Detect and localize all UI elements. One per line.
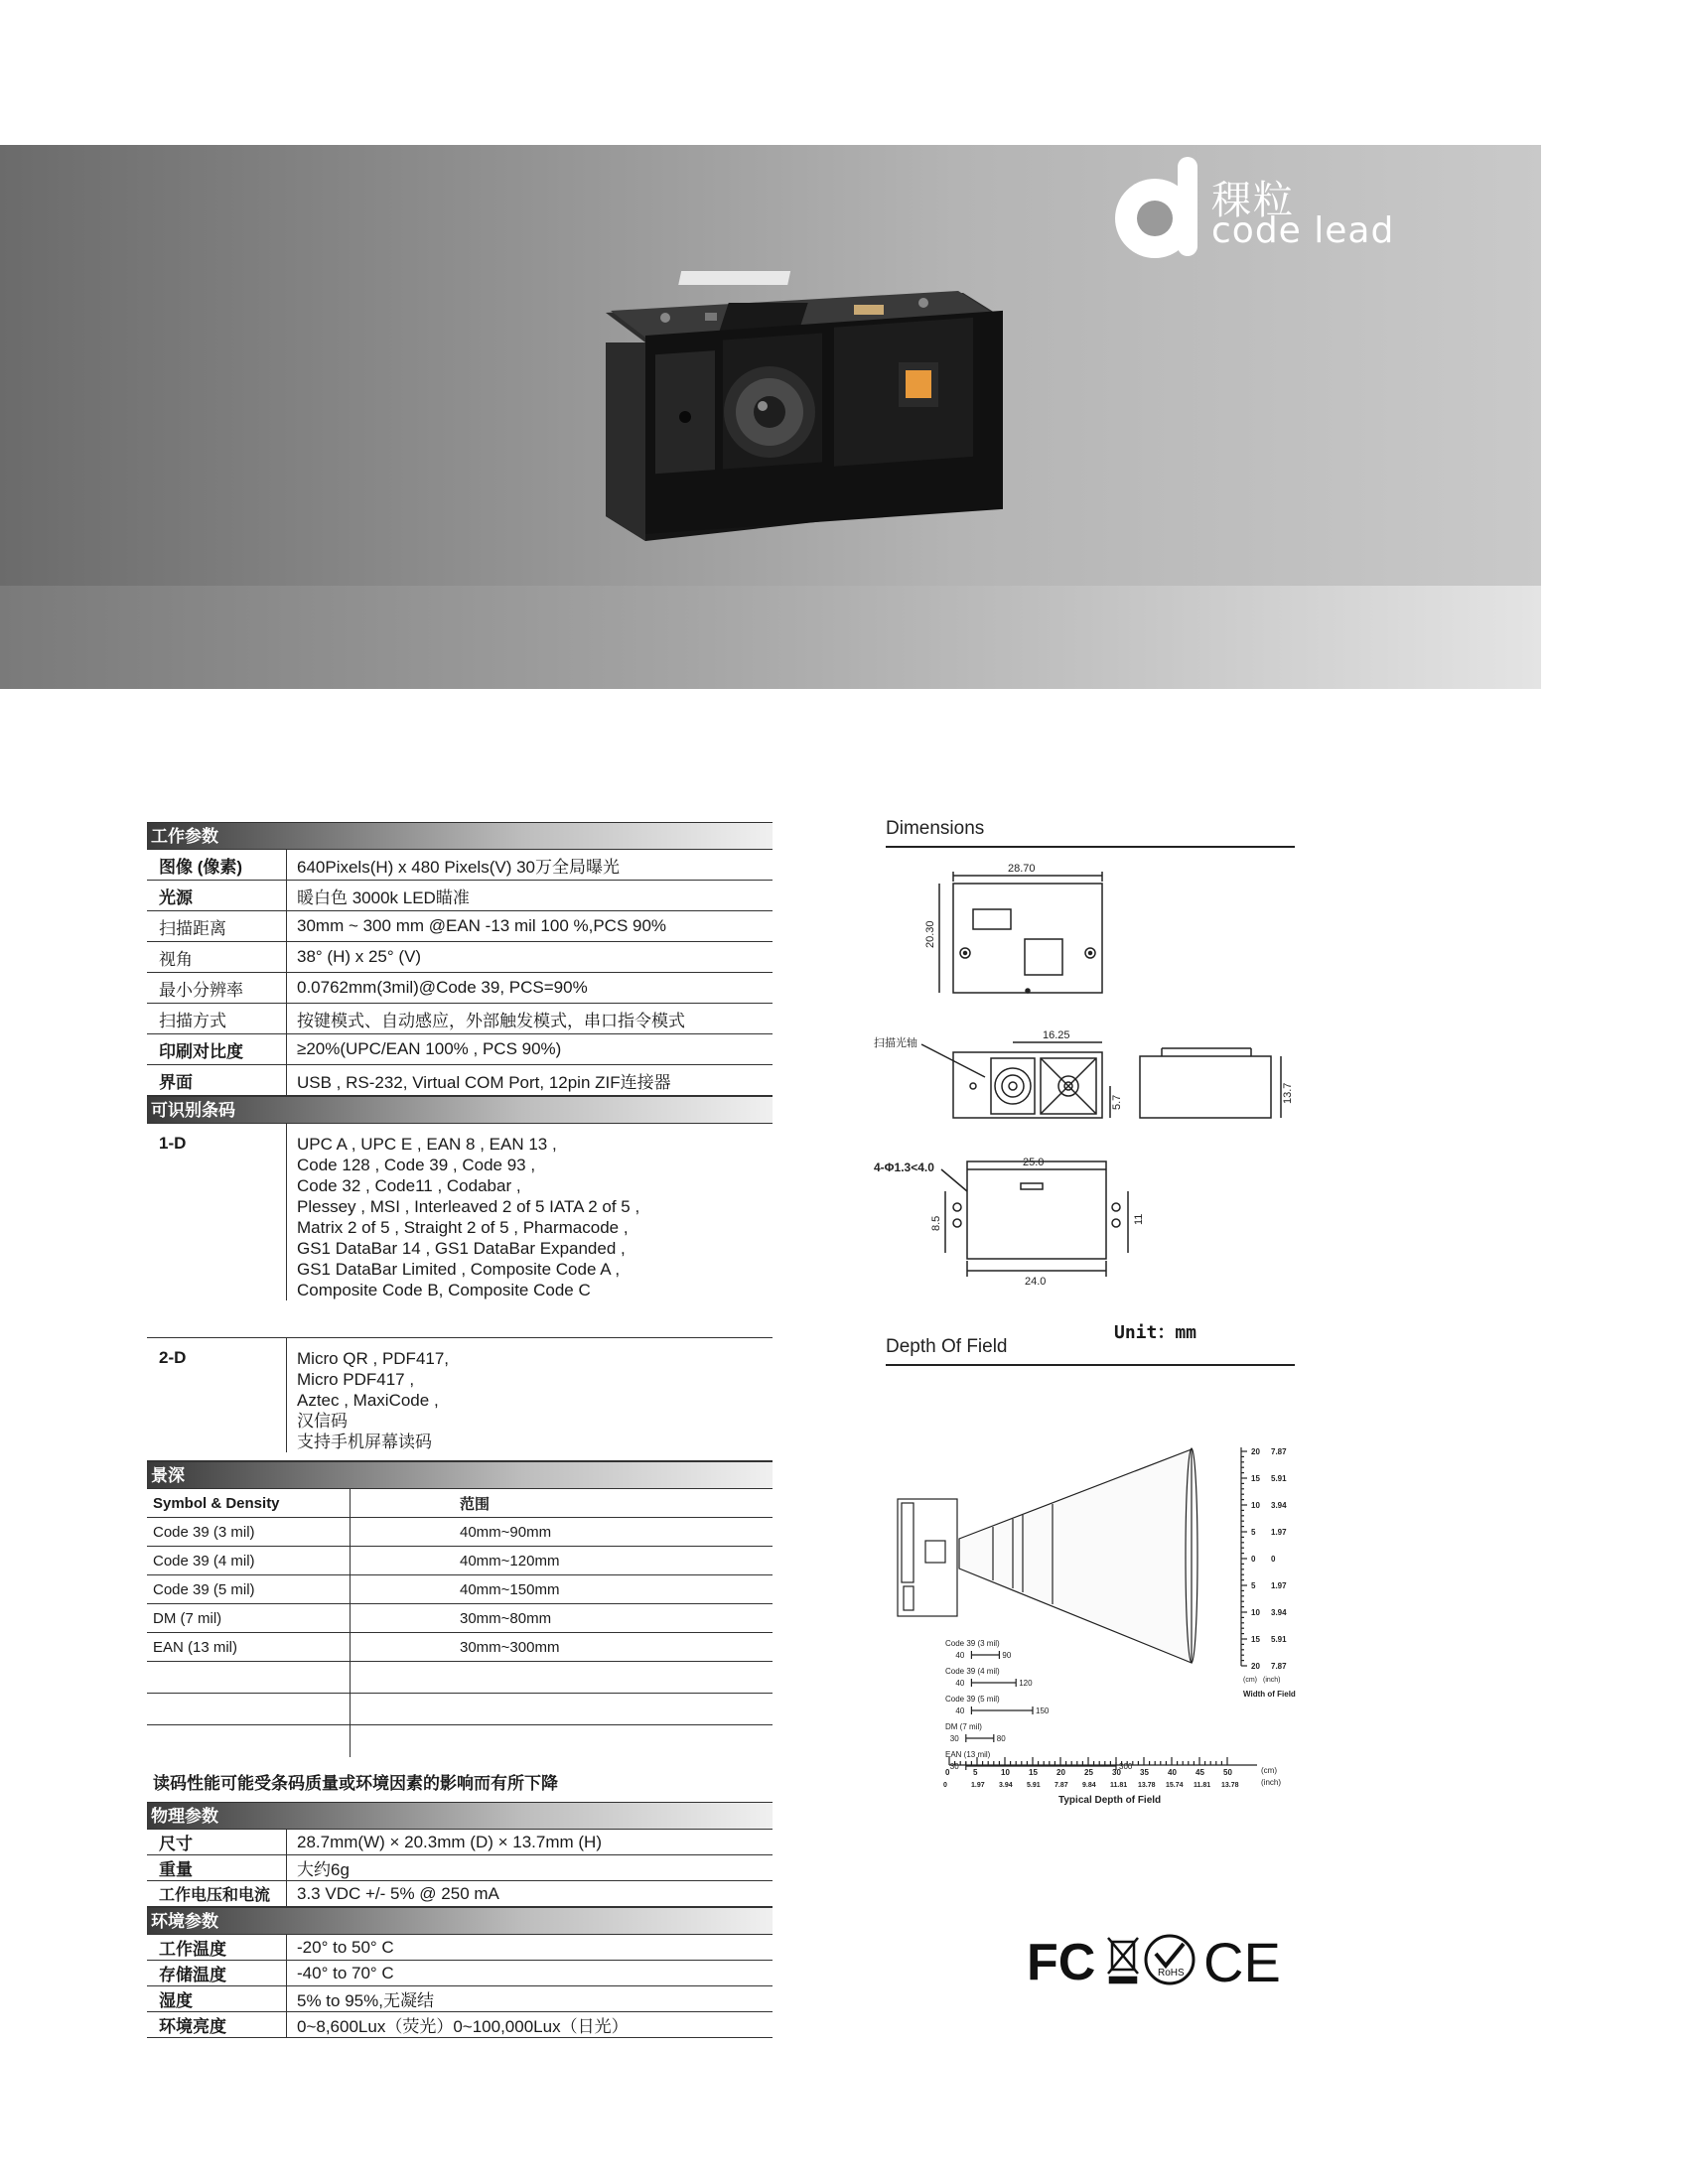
spec-value: 28.7mm(W) × 20.3mm (D) × 13.7mm (H) [286, 1830, 773, 1854]
dof-bottom-tick-in: 11.81 [1110, 1782, 1128, 1789]
depth-row-empty [147, 1694, 773, 1725]
dof-right-tick-cm: 5 [1251, 1528, 1256, 1537]
dim-label-d6: 11 [1133, 1213, 1145, 1225]
spec-value: 0~8,600Lux（荧光）0~100,000Lux（日光） [286, 2012, 773, 2037]
symbology-line: UPC A , UPC E , EAN 8 , EAN 13 , [297, 1135, 557, 1154]
symbology-line: GS1 DataBar Limited , Composite Code A , [297, 1260, 621, 1279]
dim-label-holes: 4-Φ1.3<4.0 [874, 1160, 934, 1174]
depth-range: 30mm~300mm [460, 1638, 560, 1656]
symbology-line: 汉信码 [297, 1412, 348, 1431]
dof-bottom-tick-in: 1.97 [971, 1782, 985, 1789]
depth-row [147, 1547, 773, 1575]
spec-row [147, 2012, 773, 2038]
symbology-line: Micro PDF417 , [297, 1370, 415, 1389]
dim-label-h: 20.30 [924, 920, 936, 948]
dof-right-tick-cm: 15 [1251, 1474, 1260, 1483]
spec-label: 扫描距离 [159, 918, 226, 938]
depth-row [147, 1604, 773, 1633]
dof-bottom-tick-in: 15.74 [1166, 1782, 1184, 1789]
dim-label-d7: 24.0 [1025, 1276, 1047, 1288]
dof-bottom-tick-cm: 20 [1056, 1768, 1065, 1777]
spec-label: 界面 [159, 1072, 193, 1092]
dof-right-unit-in: (inch) [1263, 1677, 1281, 1684]
dimensions-title: Dimensions [886, 818, 985, 839]
dof-bottom-tick-cm: 35 [1140, 1768, 1149, 1777]
certification-logos [1027, 1926, 1295, 1995]
spec-value: 大约6g [286, 1855, 773, 1880]
dof-right-tick-in: 5.91 [1271, 1474, 1287, 1483]
product-photo [546, 253, 1023, 551]
symbology-1d-label: 1-D [159, 1134, 187, 1153]
dof-bar-from: 30 [949, 1734, 959, 1743]
dof-bar-to: 90 [1002, 1651, 1012, 1660]
dim-label-axis: 扫描光轴 [874, 1037, 917, 1049]
dof-right-tick-in: 3.94 [1271, 1608, 1287, 1617]
dof-bar-to: 80 [996, 1734, 1006, 1743]
depth-row [147, 1575, 773, 1604]
dof-bottom-tick-cm: 0 [945, 1768, 950, 1777]
dof-right-unit-cm: (cm) [1243, 1677, 1257, 1684]
dof-rule [886, 1364, 1295, 1366]
dof-right-tick-cm: 10 [1251, 1608, 1260, 1617]
dof-bottom-tick-cm: 25 [1084, 1768, 1093, 1777]
dof-bar-to: 120 [1019, 1679, 1033, 1688]
spec-label: 光源 [159, 887, 193, 907]
section-depth: 景深 [147, 1461, 773, 1489]
dof-bottom-unit-cm: (cm) [1261, 1766, 1277, 1775]
dim-label-d1: 16.25 [1043, 1029, 1070, 1041]
depth-symbol: EAN (13 mil) [147, 1633, 351, 1661]
dof-right-tick-in: 7.87 [1271, 1447, 1287, 1456]
spec-row [147, 1855, 773, 1881]
dof-right-tick-cm: 10 [1251, 1501, 1260, 1510]
dof-right-tick-in: 0 [1271, 1555, 1276, 1564]
dof-right-tick-in: 1.97 [1271, 1581, 1287, 1590]
spec-value: 暖白色 3000k LED瞄准 [286, 881, 773, 910]
brand-name-cn: 稞粒 [1211, 178, 1295, 223]
spec-label: 视角 [159, 949, 193, 969]
dof-bar-from: 40 [955, 1706, 965, 1715]
spec-row [147, 1034, 773, 1065]
symbology-line: Plessey , MSI , Interleaved 2 of 5 IATA 2 of 5 , [297, 1197, 640, 1216]
dof-bottom-tick-in: 5.91 [1027, 1782, 1041, 1789]
spec-label: 工作温度 [159, 1940, 226, 1959]
dof-bottom-tick-cm: 50 [1223, 1768, 1232, 1777]
spec-value: 38° (H) x 25° (V) [286, 942, 773, 972]
weee-bin-icon [1108, 1938, 1138, 1982]
depth-symbol: Code 39 (4 mil) [147, 1547, 351, 1574]
symbology-1d-row [147, 1124, 773, 1338]
dof-bottom-tick-cm: 5 [973, 1768, 978, 1777]
spec-row [147, 973, 773, 1004]
symbology-line: GS1 DataBar 14 , GS1 DataBar Expanded , [297, 1239, 626, 1258]
depth-header-symbol: Symbol & Density [147, 1489, 351, 1517]
dof-right-tick-in: 7.87 [1271, 1662, 1287, 1671]
spec-value: 5% to 95%,无凝结 [286, 1986, 773, 2011]
spec-row [147, 1986, 773, 2012]
spec-label: 湿度 [159, 1991, 193, 2010]
spec-value: 30mm ~ 300 mm @EAN -13 mil 100 %,PCS 90% [286, 911, 773, 941]
spec-value: 按键模式、自动感应，外部触发模式，串口指令模式 [286, 1004, 773, 1033]
symbology-line: Code 128 , Code 39 , Code 93 , [297, 1156, 536, 1174]
spec-row [147, 1881, 773, 1907]
dof-right-tick-in: 1.97 [1271, 1528, 1287, 1537]
dof-bottom-tick-in: 11.81 [1194, 1782, 1211, 1789]
dof-right-tick-cm: 20 [1251, 1447, 1260, 1456]
dof-bar-label: DM (7 mil) [945, 1722, 982, 1731]
spec-value: -20° to 50° C [286, 1935, 773, 1960]
depth-symbol: DM (7 mil) [147, 1604, 351, 1632]
ce-logo-icon: CE [1203, 1931, 1281, 1993]
dim-label-w: 28.70 [1008, 863, 1036, 875]
depth-range: 40mm~120mm [460, 1552, 560, 1570]
depth-symbol: Code 39 (3 mil) [147, 1518, 351, 1546]
spec-row [147, 1004, 773, 1034]
dof-right-tick-cm: 20 [1251, 1662, 1260, 1671]
depth-range: 40mm~90mm [460, 1523, 552, 1541]
rohs-text: RoHS [1158, 1968, 1185, 1979]
spec-label: 工作电压和电流 [159, 1887, 271, 1904]
dof-bar-label: Code 39 (3 mil) [945, 1639, 1000, 1648]
dof-bar-from: 40 [955, 1679, 965, 1688]
spec-label: 环境亮度 [159, 2017, 226, 2036]
depth-range: 40mm~150mm [460, 1580, 560, 1598]
depth-header-range: 范围 [460, 1495, 491, 1513]
spec-row [147, 911, 773, 942]
width-of-field-label: Width of Field [1243, 1690, 1296, 1699]
depth-row [147, 1633, 773, 1662]
depth-range: 30mm~80mm [460, 1609, 552, 1627]
hero-banner-strip [0, 586, 1541, 689]
section-working: 工作参数 [147, 822, 773, 850]
dof-bar-label: EAN (13 mil) [945, 1750, 991, 1759]
dof-bottom-tick-in: 9.84 [1082, 1782, 1096, 1789]
spec-value: -40° to 70° C [286, 1961, 773, 1985]
symbology-line: Code 32 , Code11 , Codabar , [297, 1176, 521, 1195]
dof-bottom-unit-in: (inch) [1261, 1778, 1282, 1787]
depth-note: 读码性能可能受条码质量或环境因素的影响而有所下降 [153, 1774, 558, 1793]
dof-bottom-tick-cm: 45 [1196, 1768, 1204, 1777]
dof-bar-from: 40 [955, 1651, 965, 1660]
spec-label: 最小分辨率 [159, 980, 243, 1000]
spec-value: ≥20%(UPC/EAN 100% , PCS 90%) [286, 1034, 773, 1064]
spec-row [147, 1935, 773, 1961]
section-environment: 环境参数 [147, 1907, 773, 1935]
symbology-line: Micro QR , PDF417, [297, 1349, 450, 1368]
dof-bottom-tick-in: 13.78 [1221, 1782, 1239, 1789]
dof-right-tick-cm: 5 [1251, 1581, 1256, 1590]
dof-title: Depth Of Field [886, 1336, 1008, 1357]
spec-value: 640Pixels(H) x 480 Pixels(V) 30万全局曝光 [286, 850, 773, 880]
unit-label: Unit：mm [1114, 1322, 1197, 1343]
depth-symbol: Code 39 (5 mil) [147, 1575, 351, 1603]
section-physical: 物理参数 [147, 1802, 773, 1830]
spec-label: 重量 [159, 1860, 193, 1879]
spec-value: USB , RS-232, Virtual COM Port, 12pin ZIF连接器 [286, 1065, 773, 1095]
symbology-line: Matrix 2 of 5 , Straight 2 of 5 , Pharmacode , [297, 1218, 629, 1237]
fc-logo-icon: FC [1027, 1934, 1096, 1991]
dim-label-d4: 25.0 [1023, 1157, 1045, 1168]
depth-row-empty [147, 1662, 773, 1694]
depth-table-header [147, 1489, 773, 1518]
dimensions-rule [886, 846, 1295, 848]
dof-bar-from: 30 [949, 1762, 959, 1771]
spec-row [147, 850, 773, 881]
symbology-line: 支持手机屏幕读码 [297, 1433, 432, 1451]
dof-bottom-tick-in: 13.78 [1138, 1782, 1156, 1789]
dof-right-tick-cm: 15 [1251, 1635, 1260, 1644]
spec-row [147, 1961, 773, 1986]
spec-label: 尺寸 [159, 1835, 193, 1853]
dim-label-d5: 8.5 [930, 1215, 942, 1231]
dim-label-d2: 5.7 [1111, 1094, 1123, 1110]
spec-table [147, 822, 773, 2038]
spec-value: 3.3 VDC +/- 5% @ 250 mA [286, 1881, 773, 1906]
dof-bottom-tick-cm: 30 [1112, 1768, 1121, 1777]
typical-dof-label: Typical Depth of Field [1058, 1795, 1162, 1806]
symbology-1d-list [286, 1124, 773, 1300]
dof-bottom-tick-in: 3.94 [999, 1782, 1013, 1789]
spec-label: 扫描方式 [159, 1011, 226, 1030]
dof-right-tick-in: 3.94 [1271, 1501, 1287, 1510]
dof-bottom-tick-cm: 40 [1168, 1768, 1177, 1777]
symbology-2d-label: 2-D [159, 1348, 187, 1367]
dof-diagram [874, 1420, 1311, 1817]
depth-row [147, 1518, 773, 1547]
depth-row-empty [147, 1725, 773, 1757]
symbology-line: Composite Code B, Composite Code C [297, 1281, 591, 1299]
brand-name-en: code lead [1211, 210, 1395, 251]
dof-bar-label: Code 39 (4 mil) [945, 1667, 1000, 1676]
spec-label: 图像 (像素) [159, 857, 243, 877]
symbology-line: Aztec , MaxiCode , [297, 1391, 439, 1410]
spec-row [147, 942, 773, 973]
dof-right-tick-in: 5.91 [1271, 1635, 1287, 1644]
dof-bottom-tick-in: 0 [943, 1782, 947, 1789]
dof-bottom-tick-cm: 15 [1029, 1768, 1038, 1777]
dof-bar-to: 150 [1036, 1706, 1050, 1715]
rohs-logo-icon [1146, 1936, 1194, 1983]
dof-bar-to: 300 [1119, 1762, 1133, 1771]
spec-row [147, 881, 773, 911]
section-symbologies: 可识别条码 [147, 1096, 773, 1124]
dof-bottom-tick-in: 7.87 [1055, 1782, 1068, 1789]
spec-row [147, 1830, 773, 1855]
spec-label: 存储温度 [159, 1966, 226, 1984]
dof-right-tick-cm: 0 [1251, 1555, 1256, 1564]
spec-row [147, 1065, 773, 1096]
symbology-2d-row [147, 1338, 773, 1461]
dim-label-d3: 13.7 [1282, 1082, 1294, 1104]
dof-bar-label: Code 39 (5 mil) [945, 1695, 1000, 1704]
dimensions-drawing [874, 854, 1311, 1320]
dof-bottom-tick-cm: 10 [1001, 1768, 1010, 1777]
spec-label: 印刷对比度 [159, 1041, 243, 1061]
spec-value: 0.0762mm(3mil)@Code 39, PCS=90% [286, 973, 773, 1003]
symbology-2d-list [286, 1338, 773, 1452]
